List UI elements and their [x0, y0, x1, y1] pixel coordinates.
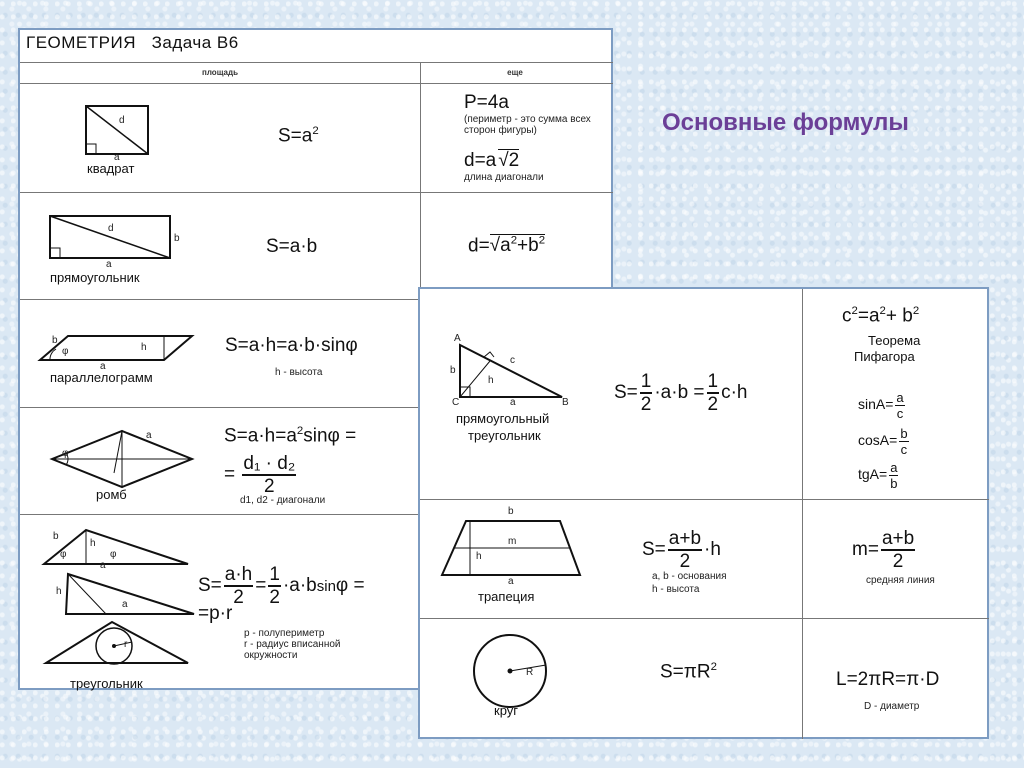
- divider: [20, 192, 613, 193]
- trapezoid-note-1: a, b - основания: [652, 571, 727, 582]
- triangle-incircle-diagram: [42, 618, 192, 678]
- divider: [20, 83, 613, 84]
- square-diagonal-formula: d=a √2: [464, 150, 520, 171]
- rectangle-b-label: b: [174, 233, 180, 244]
- trapezoid-h-label: h: [476, 551, 482, 562]
- triangle-h-label: h: [90, 538, 96, 549]
- divider: [420, 618, 989, 619]
- right-triangle-a-label: a: [510, 397, 516, 408]
- vertex-c-label: C: [452, 397, 460, 408]
- diagonal-note: длина диагонали: [464, 172, 544, 183]
- triangle-phi-label: φ: [60, 549, 67, 560]
- parallelogram-label: параллелограмм: [50, 370, 153, 385]
- right-triangle-area-formula: S= $\frac{1}{2}$ ·a·b = $\frac{1}{2}$ c·h: [614, 371, 748, 415]
- rectangle-d-label: d: [108, 223, 114, 234]
- vertex-b-label: B: [562, 397, 569, 408]
- cosine-formula: cosA= $\frac{b}{c}$: [858, 426, 908, 457]
- right-triangle-label-2: треугольник: [468, 428, 541, 443]
- square-d-label: d: [119, 115, 125, 126]
- parallelogram-h-label: h: [141, 342, 147, 353]
- midline-note: средняя линия: [866, 575, 935, 586]
- triangle-note-1: p - полупериметр: [244, 628, 325, 639]
- page-heading: Основные формулы: [662, 109, 909, 136]
- column-header-more: еще: [507, 68, 523, 77]
- rhombus-label: ромб: [96, 487, 127, 502]
- parallelogram-note: h - высота: [275, 367, 323, 378]
- perimeter-note: (периметр - это сумма всех сторон фигуры): [464, 114, 591, 136]
- circle-label: круг: [494, 703, 519, 718]
- triangle-diagram-1: [40, 524, 200, 569]
- diameter-note: D - диаметр: [864, 701, 920, 712]
- rectangle-a-label: a: [106, 259, 112, 270]
- square-perimeter-formula: P=4a: [464, 92, 509, 113]
- column-header-area: площадь: [202, 68, 238, 77]
- parallelogram-phi-label: φ: [62, 346, 69, 357]
- rhombus-area-formula: $S=a\cdot h=a^2\sin\varphi$ =: [224, 425, 357, 447]
- triangle-b-label: b: [53, 531, 59, 542]
- circle-r-label: R: [526, 667, 534, 678]
- triangle-note-2: r - радиус вписанной: [244, 639, 341, 650]
- formulas-sheet-2: [418, 287, 989, 739]
- rectangle-label: прямоугольник: [50, 270, 140, 285]
- rhombus-diagonal-formula: = $\frac{\text{d₁ · d₂}}{2}$: [224, 453, 296, 497]
- rectangle-diagonal-formula: $d=√a^2+b^2$: [468, 235, 546, 257]
- divider: [20, 62, 613, 63]
- circle-area-formula: $S=\pi R^2$: [660, 661, 717, 683]
- rectangle-diagram: [46, 210, 186, 270]
- triangle-phi-label-2: φ: [110, 549, 117, 560]
- triangle-h-label-2: h: [56, 586, 62, 597]
- sheet-title: ГЕОМЕТРИЯ Задача В6: [26, 33, 239, 52]
- sine-formula: sinA= $\frac{a}{c}$: [858, 390, 904, 421]
- pythagoras-label-2: Пифагора: [854, 349, 915, 364]
- right-triangle-b-label: b: [450, 365, 456, 376]
- triangle-note-3: окружности: [244, 650, 298, 661]
- trapezoid-diagram: [438, 515, 588, 585]
- trapezoid-b-label: b: [508, 506, 514, 517]
- circumference-formula: L=2πR=π·D: [836, 669, 940, 690]
- midline-formula: m= $\frac{a+b}{2}$: [852, 528, 915, 572]
- trapezoid-m-label: m: [508, 536, 517, 547]
- triangle-a-label-2: a: [122, 599, 128, 610]
- rhombus-phi-label: φ: [62, 448, 69, 459]
- rhombus-diagram: [46, 425, 196, 495]
- square-diagram: [80, 102, 160, 162]
- parallelogram-a-label: a: [100, 361, 106, 372]
- pythagoras-label-1: Теорема: [868, 333, 921, 348]
- rectangle-area-formula: S=a·b: [266, 236, 318, 257]
- trapezoid-label: трапеция: [478, 589, 535, 604]
- divider: [420, 499, 989, 500]
- triangle-pr-formula: =p·r: [198, 603, 233, 624]
- trapezoid-a-label: a: [508, 576, 514, 587]
- triangle-label: треугольник: [70, 676, 143, 691]
- incircle-r-label: r: [124, 639, 128, 650]
- square-label: квадрат: [87, 161, 135, 176]
- triangle-area-formula: S= $\frac{a\cdot h}{2}$ = $\frac{1}{2}$ ·a·bsinφ =: [198, 564, 365, 608]
- pythagorean-formula: $c^2=a^2+ b^2$: [842, 305, 920, 327]
- divider: [802, 289, 803, 739]
- trapezoid-area-formula: S= $\frac{a+b}{2}$ ·h: [642, 528, 721, 572]
- right-triangle-c-label: c: [510, 355, 515, 366]
- tangent-formula: tgA= $\frac{a}{b}$: [858, 460, 898, 491]
- parallelogram-area-formula: S=a·h=a·b·sinφ: [225, 335, 358, 356]
- rhombus-note: d1, d2 - диагонали: [240, 495, 326, 506]
- right-triangle-label-1: прямоугольный: [456, 411, 550, 426]
- square-a-label: a: [114, 152, 120, 163]
- square-area-formula: $S=a^2$: [278, 125, 319, 147]
- triangle-diagram-2: [54, 570, 204, 620]
- right-triangle-h-label: h: [488, 375, 494, 386]
- vertex-a-label: A: [454, 333, 461, 344]
- rhombus-a-label: a: [146, 430, 152, 441]
- triangle-a-label: a: [100, 560, 106, 571]
- trapezoid-note-2: h - высота: [652, 584, 700, 595]
- parallelogram-b-label: b: [52, 335, 58, 346]
